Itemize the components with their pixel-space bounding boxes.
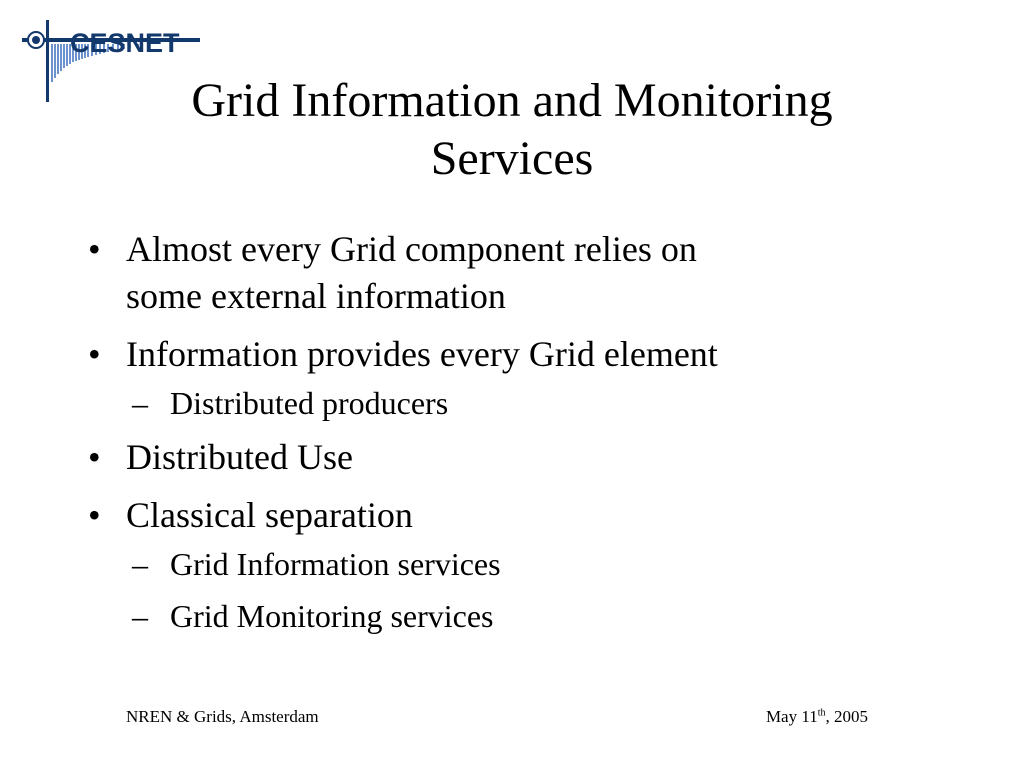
sub-bullet-item [88, 382, 948, 424]
slide-title-line-1: Grid Information and Monitoring [191, 74, 833, 127]
bullet-marker: • [88, 229, 101, 269]
cesnet-logo-text: CESNET [70, 28, 180, 58]
footer-date [766, 707, 868, 727]
slide-title [90, 72, 934, 188]
sub-bullet-marker: – [132, 598, 148, 634]
bullet-text: Distributed Use [126, 437, 353, 477]
footer-event: NREN & Grids, Amsterdam [126, 707, 319, 726]
bullet-text: Almost every Grid component relies on [126, 229, 697, 269]
footer-date-superscript: th [817, 707, 826, 719]
bullet-text: Information provides every Grid element [126, 334, 718, 374]
bullet-marker: • [88, 334, 101, 374]
footer-date-suffix: , 2005 [825, 707, 868, 726]
sub-bullet-text: Distributed producers [170, 385, 449, 421]
sub-bullet-item [88, 595, 948, 637]
bullet-text: Classical separation [126, 495, 413, 535]
sub-bullet-marker: – [132, 546, 148, 582]
bullet-item [88, 492, 948, 539]
bullet-text-continued: some external information [126, 276, 506, 316]
bullet-item [88, 434, 948, 481]
bullet-marker: • [88, 495, 101, 535]
bullet-item [88, 226, 948, 320]
sub-bullet-item [88, 543, 948, 585]
sub-bullet-text: Grid Monitoring services [170, 598, 494, 634]
footer-date-prefix: May 11 [765, 707, 818, 726]
sub-bullet-marker: – [132, 385, 148, 421]
sub-bullet-text: Grid Information services [170, 546, 501, 582]
bullet-marker: • [88, 437, 101, 477]
bullet-list [88, 226, 948, 647]
slide-title-line-2: Services [430, 132, 594, 185]
bullet-item [88, 331, 948, 378]
